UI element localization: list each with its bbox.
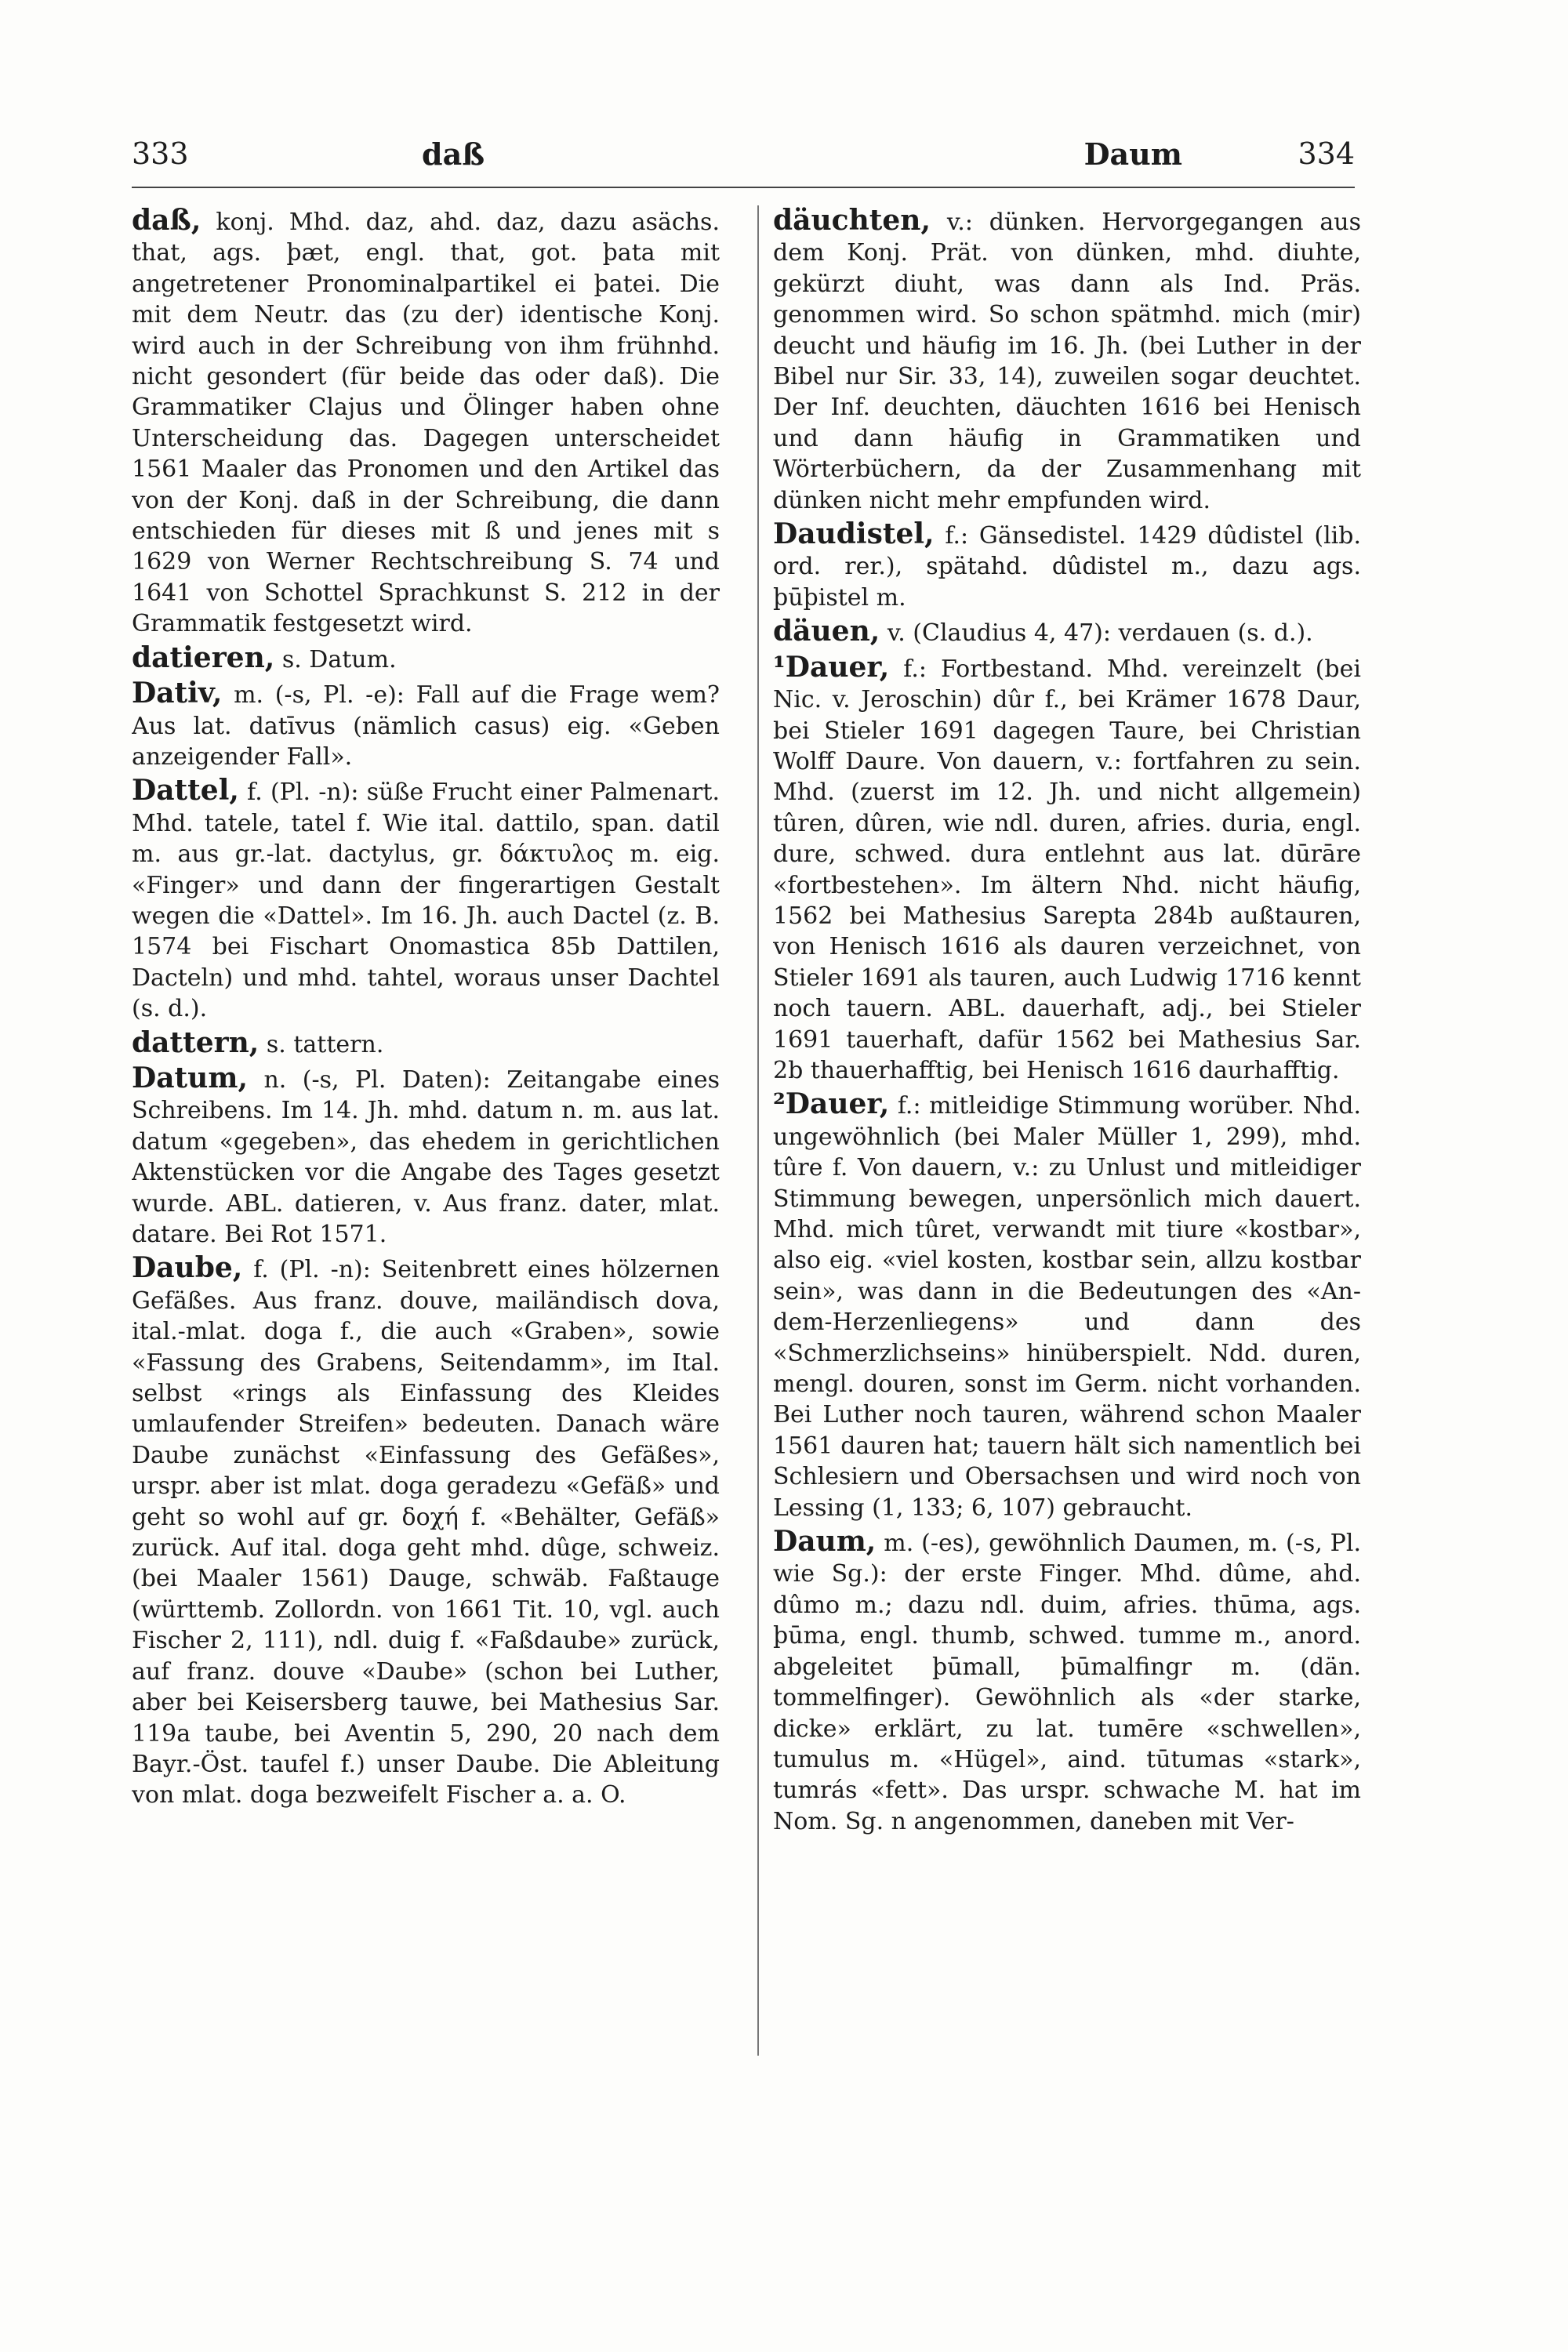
guide-word-left: daß bbox=[422, 136, 485, 172]
entry-daudistel bbox=[773, 519, 1361, 613]
headword: daß, bbox=[132, 205, 201, 237]
headword: Datum, bbox=[132, 1061, 248, 1094]
left-column bbox=[132, 205, 720, 2056]
entry-text: v. (Claudius 4, 47): verdauen (s. d.). bbox=[887, 619, 1313, 648]
headword: ²Dauer, bbox=[773, 1087, 890, 1121]
entry-text: v.: dünken. Hervorgegangen aus dem Konj. Prät. von dünken, mhd. diuhte, gekürzt diuht, was dann als Ind. Präs. genommen wird. So schon spätmhd. mich (mir) deucht und häufig im 16. Jh. (bei Luther in der Bibel nur Sir. 33, 14), zuweilen sogar deuchtet. Der Inf. deuchten, däuchten 1616 bei Henisch und dann häufig in Grammatiken und Wörterbüchern, da der Zusammenhang mit dünken nicht mehr empfunden wird. bbox=[773, 209, 1361, 514]
headword: däuchten, bbox=[773, 205, 931, 237]
entry-text: s. tattern. bbox=[266, 1030, 384, 1058]
entry-text: f.: mitleidige Stimmung worüber. Nhd. ungewöhnlich (bei Maler Müller 1, 299), mhd. tûre f. Von dauern, v.: zu Unlust und mitleidiger Stimmung bewegen, unpersönlich mich dauert. Mhd. mich tûret, verwandt mit tiure «kostbar», also eig. «viel kosten, kostbar sein, allzu kostbar sein», was dann in die Bedeutungen des «An-dem-Herzenliegens» und dann des «Schmerzlichseins» hinüberspielt. Ndd. duren, mengl. douren, sonst im Germ. nicht vorhanden. Bei Luther noch tauren, während schon Maaler 1561 dauren hat; tauern hält sich namentlich bei Schlesiern und Obersachsen und wird noch von Lessing (1, 133; 6, 107) gebraucht. bbox=[773, 1092, 1361, 1522]
entry-daeuchten bbox=[773, 205, 1361, 516]
entry-daeuen bbox=[773, 616, 1361, 648]
entry-text: f.: Gänsedistel. 1429 dûdistel (lib. ord. rer.), spätahd. dûdistel m., dazu ags. þūþistel m. bbox=[773, 522, 1361, 612]
entry-text: f.: Fortbestand. Mhd. vereinzelt (bei Nic. v. Jeroschin) dûr f., bei Krämer 1678 Daur, bei Stieler 1691 dagegen Taure, bei Christian Wolff Daure. Von dauern, v.: fortfahren zu sein. Mhd. (zuerst im 12. Jh. und nicht allgemein) tûren, dûren, wie ndl. duren, afries. duria, engl. dure, schwed. dura entlehnt aus lat. dūrāre «fortbestehen». Im ältern Nhd. nicht häufig, 1562 bei Mathesius Sarepta 284b außtauren, von Henisch 1616 als dauren verzeichnet, von Stieler 1691 als tauren, auch Ludwig 1716 kennt noch tauern. ABL. dauerhaft, adj., bei Stieler 1691 tauerhaft, dafür 1562 bei Mathesius Sar. 2b thauerhafftig, bei Henisch 1616 daurhafftig. bbox=[773, 655, 1361, 1084]
entry-text: f. (Pl. -n): süße Frucht einer Palmenart. Mhd. tatele, tatel f. Wie ital. dattilo, span. datil m. aus gr.-lat. dactylus, gr. δάκτυλος m. eig. «Finger» und dann der fingerartigen Gestalt wegen die «Dattel». Im 16. Jh. auch Dactel (z. B. 1574 bei Fischart Onomastica 85b Dattilen, Dacteln) und mhd. tahtel, woraus unser Dachtel (s. d.). bbox=[132, 779, 720, 1023]
entry-dauer-2 bbox=[773, 1089, 1361, 1523]
entry-datieren bbox=[132, 643, 720, 675]
headword: Daube, bbox=[132, 1251, 243, 1285]
entry-dattern bbox=[132, 1025, 720, 1060]
headword: dattern, bbox=[132, 1025, 260, 1059]
entry-text: m. (-s, Pl. -e): Fall auf die Frage wem? Aus lat. datīvus (nämlich casus) eig. «Geben anzeigender Fall». bbox=[132, 681, 720, 771]
entry-datum bbox=[132, 1063, 720, 1250]
entry-dattel bbox=[132, 775, 720, 1024]
entry-text: m. (-es), gewöhnlich Daumen, m. (-s, Pl. wie Sg.): der erste Finger. Mhd. dûme, ahd. dûmo m.; dazu ndl. duim, afries. thūma, ags. þūma, engl. thumb, schwed. tumme m., anord. abgeleitet þūmall, þūmalfingr m. (dän. tommelfinger). Gewöhnlich als «der starke, dicke» erklärt, zu lat. tumēre «schwellen», tumulus m. «Hügel», aind. tūtumas «stark», tumrás «fett». Das urspr. schwache M. hat im Nom. Sg. n angenommen, daneben mit Ver- bbox=[773, 1530, 1361, 1835]
entry-text: n. (-s, Pl. Daten): Zeitangabe eines Schreibens. Im 14. Jh. mhd. datum n. m. aus lat. datum «gegeben», das ehedem in gerichtlichen Aktenstücken vor die Angabe des Tages gesetzt wurde. ABL. datieren, v. Aus franz. dater, mlat. datare. Bei Rot 1571. bbox=[132, 1065, 720, 1248]
guide-word-right: Daum bbox=[1083, 136, 1182, 172]
entry-dass bbox=[132, 205, 720, 640]
entry-daum bbox=[773, 1526, 1361, 1837]
page-number-left: 333 bbox=[132, 136, 189, 171]
headword: Dativ, bbox=[132, 677, 223, 710]
headword: ¹Dauer, bbox=[773, 650, 890, 684]
headword: Daum, bbox=[773, 1525, 877, 1559]
entry-text: f. (Pl. -n): Seitenbrett eines hölzernen Gefäßes. Aus franz. douve, mailändisch dova, ital.-mlat. doga f., die auch «Graben», sowie «Fassung des Grabens, Seitendamm», im Ital. selbst «rings als Einfassung des Kleides umlaufender Streifen» bedeuten. Danach wäre Daube zunächst «Einfassung des Gefäßes», urspr. aber ist mlat. doga geradezu «Gefäß» und geht so wohl auf gr. δοχή f. «Behälter, Gefäß» zurück. Auf ital. doga geht mhd. dûge, schweiz. (bei Maaler 1561) Dauge, schwäb. Faßtauge (württemb. Zollordn. von 1661 Tit. 10, vgl. auch Fischer 2, 111), ndl. duig f. «Faßdaube» zurück, auf franz. douve «Daube» (schon bei Luther, aber bei Keisersberg tauwe, bei Mathesius Sar. 119a taube, bei Aventin 5, 290, 20 nach dem Bayr.-Öst. taufel f.) unser Daube. Die Ableitung von mlat. doga bezweifelt Fischer a. a. O. bbox=[132, 1256, 720, 1809]
column-divider bbox=[757, 205, 759, 2056]
page-number-right: 334 bbox=[1298, 136, 1355, 171]
running-header bbox=[132, 132, 1355, 179]
entry-dauer-1 bbox=[773, 652, 1361, 1087]
entry-daube bbox=[132, 1253, 720, 1810]
entry-dativ bbox=[132, 678, 720, 772]
entry-text: s. Datum. bbox=[281, 645, 397, 673]
entry-text: konj. Mhd. daz, ahd. daz, dazu asächs. that, ags. þæt, engl. that, got. þata mit angetretener Pronominalpartikel ei þatei. Die mit dem Neutr. das (zu der) identische Konj. wird auch in der Schreibung von ihm frühnhd. nicht gesondert (für beide das oder daß). Die Grammatiker Clajus und Ölinger haben ohne Unterscheidung das. Dagegen unterscheidet 1561 Maaler das Pronomen und den Artikel das von der Konj. daß in der Schreibung, die dann entschieden für dieses mit ß und jenes mit s 1629 von Werner Rechtschreibung S. 74 und 1641 von Schottel Sprachkunst S. 212 in der Grammatik festgesetzt wird. bbox=[132, 209, 720, 638]
headword: däuen, bbox=[773, 615, 880, 648]
right-column bbox=[773, 205, 1361, 2056]
headword: datieren, bbox=[132, 641, 275, 674]
header-rule bbox=[132, 187, 1355, 188]
headword: Daudistel, bbox=[773, 517, 935, 551]
headword: Dattel, bbox=[132, 774, 239, 808]
